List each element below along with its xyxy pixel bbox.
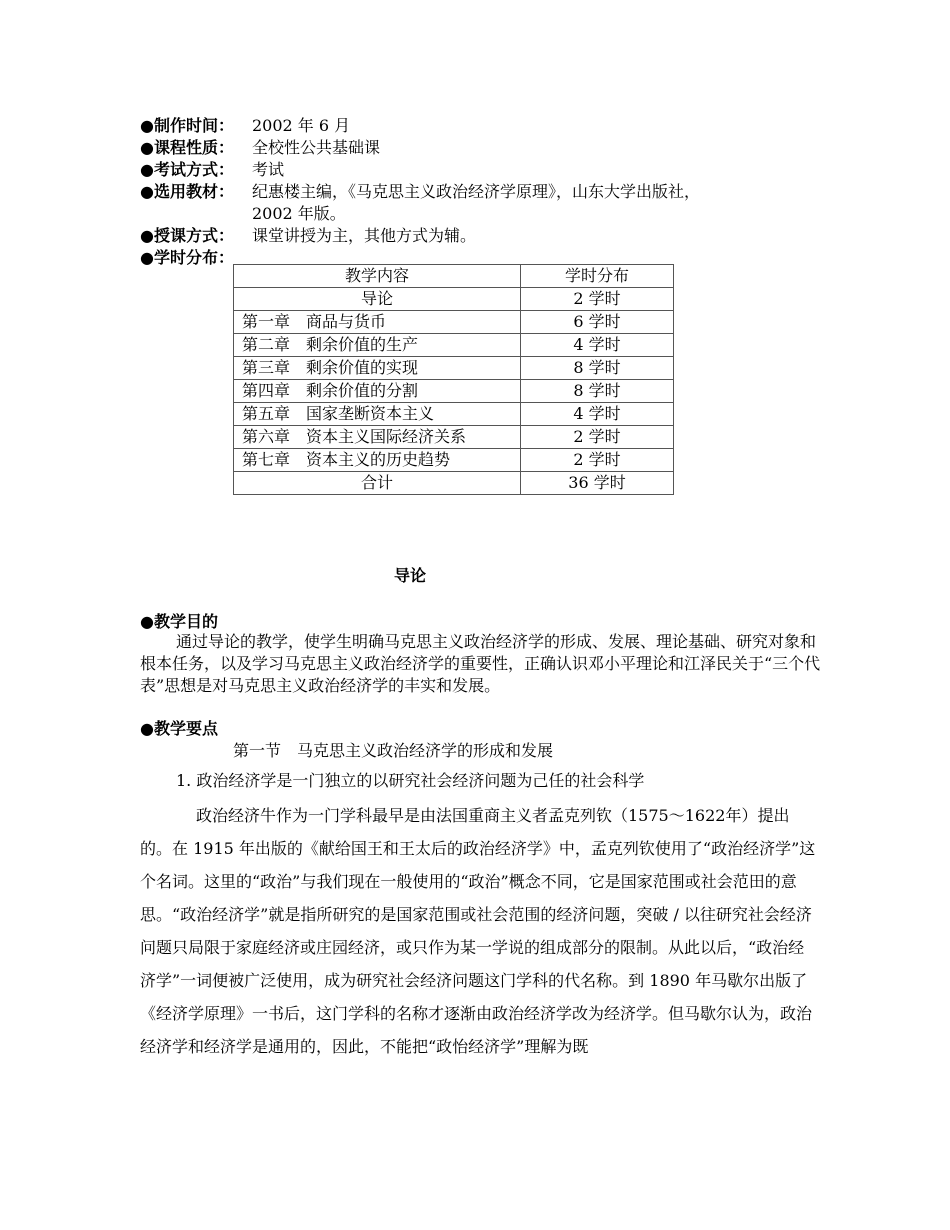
meta-key: ●授课方式： [140,226,234,245]
meta-key: ●制作时间： [140,116,234,135]
table-total-hours: 36 学时 [521,472,674,495]
table-row [234,357,674,380]
table-cell-hours: 2 学时 [521,426,674,449]
table-row [234,449,674,472]
goal-heading: ●教学目的 [140,612,218,631]
meta-row-exam [140,159,812,181]
section-subheading: 第一节 马克思主义政治经济学的形成和发展 [233,741,554,760]
meta-key: ●课程性质： [140,138,234,157]
meta-key: ●学时分布： [140,248,234,267]
body-text [140,799,820,1063]
table-cell-content: 第二章 剩余价值的生产 [234,334,521,357]
point-item: 1. 政治经济学是一门独立的以研究社会经济问题为己任的社会科学 [176,771,645,790]
table-cell-content: 第四章 剩余价值的分割 [234,380,521,403]
table-header-cell: 教学内容 [234,265,521,288]
meta-row-teaching [140,225,812,247]
meta-key: ●考试方式： [140,160,234,179]
meta-row-textbook [140,181,812,225]
meta-value: 全校性公共基础课 [252,138,381,157]
table-header-row [234,265,674,288]
table-row [234,288,674,311]
meta-value: 2002 年 6 月 [252,116,351,135]
table-total-row [234,472,674,495]
table-cell-hours: 8 学时 [521,380,674,403]
table-cell-content: 第六章 资本主义国际经济关系 [234,426,521,449]
table-cell-content: 第五章 国家垄断资本主义 [234,403,521,426]
table-row [234,380,674,403]
bullet-icon: ● [140,116,154,135]
hours-table [233,264,674,495]
bullet-icon: ● [140,138,154,157]
table-row [234,426,674,449]
meta-row-nature [140,137,812,159]
meta-value: 考试 [252,160,285,179]
table-cell-hours: 4 学时 [521,403,674,426]
table-cell-content: 导论 [234,288,521,311]
meta-value: 课堂讲授为主，其他方式为辅。 [252,226,477,245]
table-header-cell: 学时分布 [521,265,674,288]
bullet-icon: ● [140,226,154,245]
meta-value: 纪惠楼主编，《马克思主义政治经济学原理》，山东大学出版社， 2002 年版。 [252,182,701,223]
table-cell-hours: 6 学时 [521,311,674,334]
table-cell-hours: 2 学时 [521,449,674,472]
goal-paragraph: 通过导论的教学，使学生明确马克思主义政治经济学的形成、发展、理论基础、研究对象和根本任务，以及学习马克思主义政治经济学的重要性，正确认识邓小平理论和江泽民关于“三个代表”思想是对马克思主义政治经济学的丰实和发展。 [140,632,821,695]
course-meta [140,115,812,269]
table-cell-content: 第三章 剩余价值的实现 [234,357,521,380]
meta-row-time [140,115,812,137]
table-row [234,403,674,426]
table-cell-hours: 8 学时 [521,357,674,380]
body-paragraph: 政治经济牛作为一门学科最早是由法国重商主义者孟克列钦（1575～1622年）提出的。在 1915 年出版的《献给国王和王太后的政治经济学》中，孟克列钦使用了“政治经济学”这个名词。这里的“政治”与我们现在一般使用的“政治”概念不同，它是国家范围或社会范田的意思。“政治经济学”就是指所研究的是国家范围或社会范围的经济问题，突破 / 以往研究社会经济问题只局限于家庭经济或庄园经济，或只作为某一学说的组成部分的限制。从此以后，“政治经济学”一词便被广泛使用，成为研究社会经济问题这门学科的代名称。到 1890 年马歇尔出版了《经济学原理》一书后，这门学科的名称才逐渐由政治经济学改为经济学。但马歇尔认为，政治经济学和经济学是通用的，因此，不能把“政怡经济学”理解为既 [140,806,816,1056]
table-row [234,311,674,334]
table-cell-content: 第一章 商品与货币 [234,311,521,334]
table-cell-content: 第七章 资本主义的历史趋势 [234,449,521,472]
bullet-icon: ● [140,160,154,179]
meta-key: ●选用教材： [140,182,234,201]
section-title: 导论 [393,566,426,585]
table-row [234,334,674,357]
bullet-icon: ● [140,612,154,631]
bullet-icon: ● [140,719,154,738]
bullet-icon: ● [140,248,154,267]
table-cell-hours: 2 学时 [521,288,674,311]
table-cell-hours: 4 学时 [521,334,674,357]
points-heading: ●教学要点 [140,719,218,738]
bullet-icon: ● [140,182,154,201]
table-total-label: 合计 [234,472,521,495]
